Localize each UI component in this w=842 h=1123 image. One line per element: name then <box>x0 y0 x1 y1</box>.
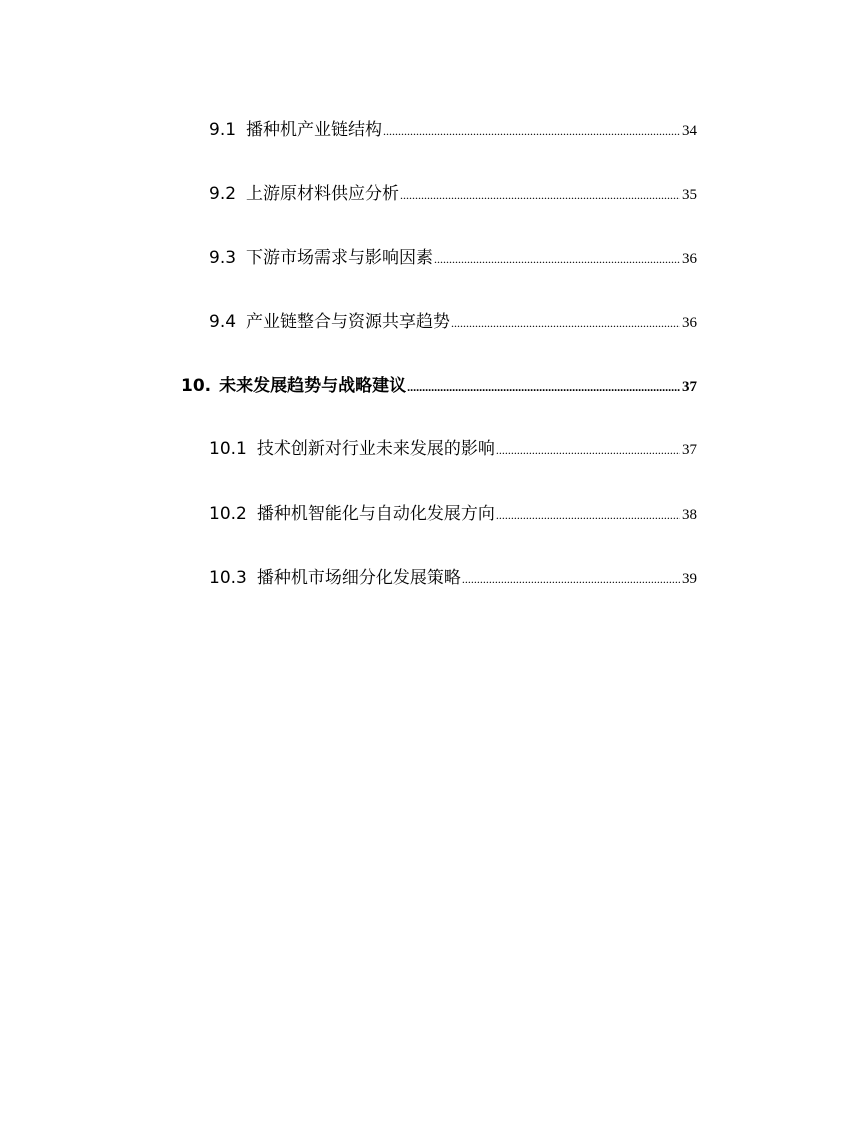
toc-dot-leader <box>407 374 680 400</box>
toc-entry-number: 9.4 <box>209 312 237 332</box>
toc-dot-leader <box>496 502 680 528</box>
toc-entry-9-3[interactable] <box>209 245 697 271</box>
toc-entry-number: 10.3 <box>209 568 247 588</box>
toc-entry-10-3[interactable] <box>209 565 697 591</box>
toc-entry-title: 上游原材料供应分析 <box>246 184 400 204</box>
toc-entry-9-4[interactable] <box>209 309 697 335</box>
toc-dot-leader <box>434 246 680 272</box>
toc-entry-title: 播种机智能化与自动化发展方向 <box>256 504 495 524</box>
toc-entry-page: 34 <box>682 123 697 139</box>
toc-dot-leader <box>400 182 680 208</box>
toc-entry-number: 10. <box>181 376 212 396</box>
toc-entry-number: 10.1 <box>209 439 247 459</box>
toc-entry-9-2[interactable] <box>209 181 697 207</box>
toc-entry-title: 技术创新对行业未来发展的影响 <box>256 439 495 459</box>
toc-dot-leader <box>462 566 680 592</box>
toc-entry-page: 37 <box>682 442 697 458</box>
toc-entry-page: 36 <box>682 251 697 267</box>
toc-entry-10[interactable] <box>181 373 697 399</box>
toc-entry-page: 39 <box>682 571 697 587</box>
toc-entry-9-1[interactable] <box>209 117 697 143</box>
toc-entry-title: 未来发展趋势与战略建议 <box>219 376 407 396</box>
toc-dot-leader <box>451 310 680 336</box>
toc-entry-10-1[interactable] <box>209 436 697 462</box>
toc-entry-page: 35 <box>682 187 697 203</box>
toc-entry-10-2[interactable] <box>209 501 697 527</box>
toc-entry-page: 36 <box>682 315 697 331</box>
toc-entry-number: 9.3 <box>209 248 237 268</box>
toc-entry-title: 下游市场需求与影响因素 <box>246 248 434 268</box>
toc-entry-title: 播种机产业链结构 <box>246 120 383 140</box>
toc-dot-leader <box>383 118 680 144</box>
toc-entry-title: 播种机市场细分化发展策略 <box>256 568 461 588</box>
toc-entry-number: 10.2 <box>209 504 247 524</box>
toc-entry-title: 产业链整合与资源共享趋势 <box>246 312 451 332</box>
toc-dot-leader <box>496 437 680 463</box>
toc-entry-page: 37 <box>682 379 697 395</box>
toc-entry-page: 38 <box>682 507 697 523</box>
toc-entry-number: 9.1 <box>209 120 237 140</box>
toc-entry-number: 9.2 <box>209 184 237 204</box>
